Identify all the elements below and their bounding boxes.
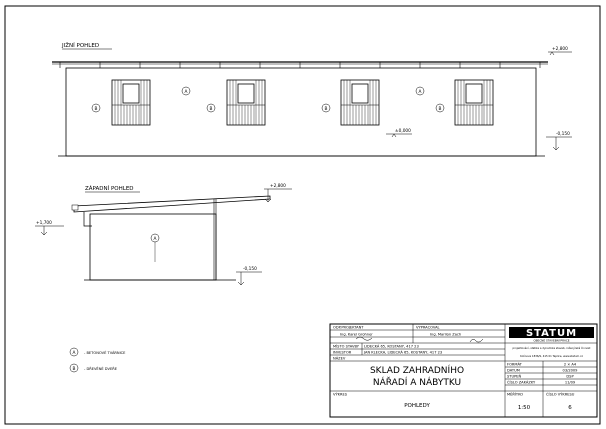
west-level-left: +1,700 [36,221,52,226]
south-level-bottom: -0,150 [556,132,570,137]
svg-text:OBECNÉ STAVEBNÍ PRÁCE: OBECNÉ STAVEBNÍ PRÁCE [533,338,570,343]
legend-concrete: - BETONOVÉ TVÁRNICE [84,351,126,355]
svg-text:INVESTOR: INVESTOR [333,350,352,355]
project-title-line1: SKLAD ZAHRADNÍHO [369,366,465,376]
svg-text:projektování, statika a dynami: projektování, statika a dynamika staveb, inženýrská činnost [512,347,591,350]
svg-text:STATUM: STATUM [525,328,578,339]
svg-text:VYPRACOVAL: VYPRACOVAL [416,325,440,330]
svg-text:B: B [324,106,328,112]
svg-text:B: B [72,366,76,372]
roof-ribs [60,62,540,68]
svg-text:B: B [438,106,442,112]
sheet-number: 6 [568,405,572,411]
svg-text:A: A [72,350,76,356]
project-title-line2: NÁŘADÍ A NÁBYTKU [372,378,462,388]
title-block [330,324,597,417]
west-view [35,183,292,285]
svg-text:Ing. Marilon Zach: Ing. Marilon Zach [430,332,462,337]
svg-text:VÝKRES: VÝKRES [333,392,348,397]
west-view-title: ZÁPADNÍ POHLED [85,186,134,192]
svg-text:ČÍSLO ZAKÁZKY: ČÍSLO ZAKÁZKY [507,380,536,385]
svg-text:ODP.PROJEKTANT: ODP.PROJEKTANT [333,325,364,330]
svg-text:DSP: DSP [566,374,574,379]
legend [70,348,126,372]
svg-text:2 × A4: 2 × A4 [563,362,577,367]
svg-text:MÍSTO STAVBY: MÍSTO STAVBY [333,344,359,349]
south-view [52,41,572,156]
svg-text:A: A [418,89,422,95]
south-level-zero: ±0,000 [395,129,411,134]
west-roof [74,196,270,212]
svg-text:FORMÁT: FORMÁT [507,362,522,367]
svg-text:Kolínova 1836/9, 415 01 Teplic: Kolínova 1836/9, 415 01 Teplice, www.statum.cz [520,355,583,358]
drawing-name: POHLEDY [404,403,430,409]
south-view-title: JIŽNÍ POHLED [62,43,100,49]
south-level-top: +2,800 [552,47,568,52]
west-level-top: +2,800 [270,184,286,189]
svg-text:MĚŘÍTKO: MĚŘÍTKO [507,392,524,397]
svg-text:STUPEŇ: STUPEŇ [507,374,522,379]
west-level-bottom: -0,150 [243,267,257,272]
scale-value: 1:50 [517,405,531,411]
svg-text:B: B [94,106,98,112]
svg-text:A: A [153,236,157,242]
svg-text:A: A [184,89,188,95]
svg-text:NÁZEV: NÁZEV [333,356,346,361]
svg-text:JAN KLECKA, LIDECKÁ 65, KOSTAN: JAN KLECKA, LIDECKÁ 65, KOSTANY, 417 23 [364,350,443,355]
svg-text:ČÍSLO VÝKRESU: ČÍSLO VÝKRESU [546,392,575,397]
svg-text:03/2009: 03/2009 [562,368,578,373]
marker-a [182,87,424,95]
west-wall [90,214,216,280]
svg-text:Ing. Karel Grohner: Ing. Karel Grohner [340,332,373,337]
svg-text:LIDECKÁ 65, KOSTANY, 417 23: LIDECKÁ 65, KOSTANY, 417 23 [364,344,419,349]
svg-text:DATUM: DATUM [507,368,520,373]
svg-text:B: B [209,106,213,112]
svg-text:11/09: 11/09 [564,380,576,385]
legend-wooden-doors: - DŘEVĚNÉ DVEŘE [84,367,118,371]
